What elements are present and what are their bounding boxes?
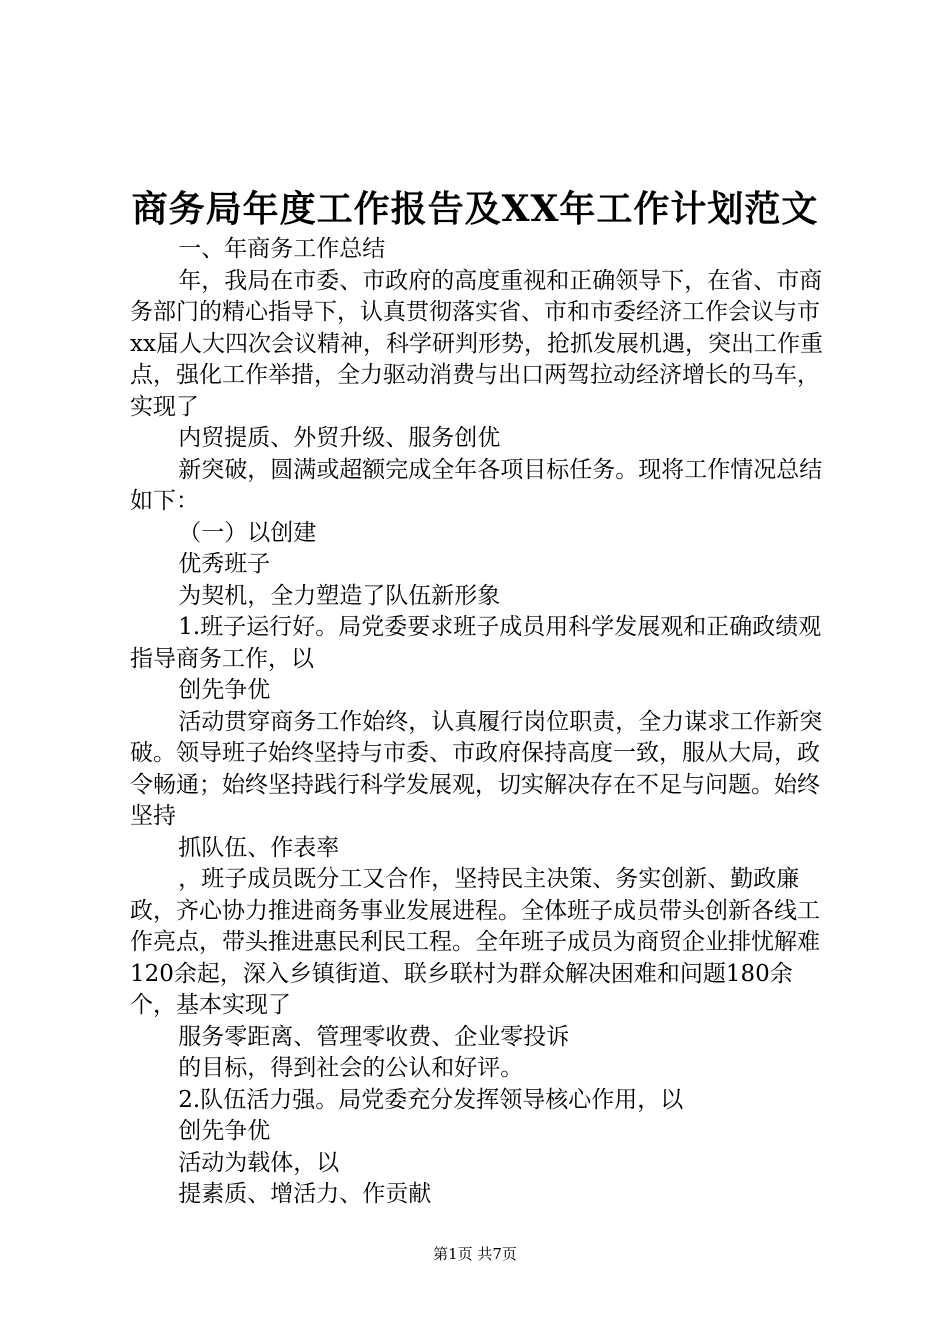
paragraph: 创先争优: [178, 677, 271, 703]
page-footer: 第1页 共7页: [433, 1245, 517, 1263]
paragraph: ，班子成员既分工又合作，坚持民主决策、务实创新、勤政廉政，齐心协力推进商务事业发展进程。全体班子成员带头创新各线工作亮点，带头推进惠民利民工程。全年班子成员为商贸企业排忧解难120余起，深入乡镇街道、联乡联村为群众解决困难和问题180余个，基本实现了: [130, 866, 820, 1018]
paragraph: （一）以创建: [178, 519, 317, 546]
paragraph: 服务零距离、管理零收费、企业零投诉: [178, 1023, 570, 1050]
paragraph: 年，我局在市委、市政府的高度重视和正确领导下，在省、市商务部门的精心指导下，认真贯彻落实省、市和市委经济工作会议与市xx届人大四次会议精神，科学研判形势，抢抓发展机遇，突出工作重点，强化工作举措，全力驱动消费与出口两驾拉动经济增长的马车，实现了: [130, 267, 823, 420]
paragraph: 为契机，全力塑造了队伍新形象: [178, 582, 501, 609]
paragraph: 的目标，得到社会的公认和好评。: [178, 1055, 524, 1081]
paragraph: 提素质、增活力、作贡献: [178, 1181, 432, 1207]
paragraph: 创先争优: [178, 1118, 271, 1144]
paragraph: 内贸提质、外贸升级、服务创优: [178, 425, 501, 451]
document-body: [130, 234, 826, 1211]
paragraph: 优秀班子: [178, 551, 271, 577]
paragraph: 2.队伍活力强。局党委充分发挥领导核心作用，以: [178, 1086, 684, 1113]
document-title: 商务局年度工作报告及XX年工作计划范文: [131, 188, 819, 230]
paragraph: 活动贯穿商务工作始终，认真履行岗位职责，全力谋求工作新突破。领导班子始终坚持与市委、市政府保持高度一致，服从大局，政令畅通；始终坚持践行科学发展观，切实解决存在不足与问题。始终坚持: [130, 708, 823, 829]
paragraph: 一、年商务工作总结: [178, 236, 386, 262]
paragraph: 活动为载体，以: [178, 1149, 340, 1176]
paragraph: 抓队伍、作表率: [178, 834, 340, 861]
paragraph: 1.班子运行好。局党委要求班子成员用科学发展观和正确政绩观指导商务工作，以: [130, 614, 822, 672]
paragraph: 新突破，圆满或超额完成全年各项目标任务。现将工作情况总结如下：: [130, 456, 823, 514]
